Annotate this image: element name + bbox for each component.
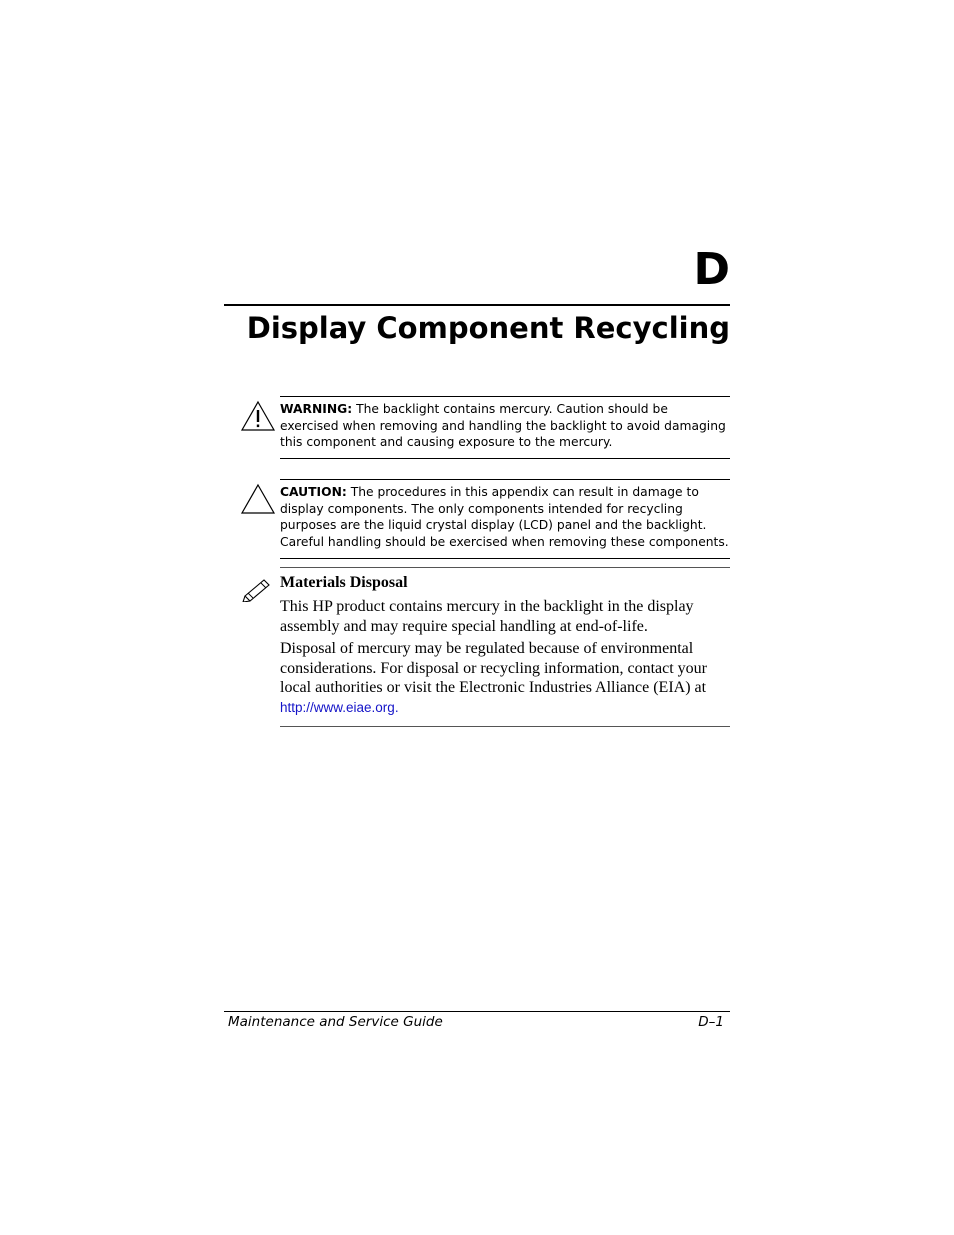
warning-top-rule bbox=[280, 396, 730, 397]
materials-top-rule bbox=[280, 567, 730, 568]
caution-note bbox=[280, 484, 730, 550]
warning-text: The backlight contains mercury. Caution should be exercised when removing and handling the backlight to avoid damaging this component and causing exposure to the mercury. bbox=[280, 402, 726, 449]
caution-triangle-icon bbox=[240, 483, 276, 515]
page-title: Display Component Recycling bbox=[246, 311, 730, 345]
warning-bottom-rule bbox=[280, 458, 730, 459]
materials-bottom-rule bbox=[280, 726, 730, 727]
warning-note bbox=[280, 401, 730, 451]
chapter-letter: D bbox=[693, 244, 730, 295]
footer-guide-title: Maintenance and Service Guide bbox=[228, 1014, 443, 1030]
materials-paragraph-2 bbox=[280, 639, 732, 717]
materials-paragraph-1: This HP product contains mercury in the backlight in the display assembly and may require special handling at end-of-life. bbox=[280, 598, 694, 635]
caution-top-rule bbox=[280, 479, 730, 480]
title-rule bbox=[224, 304, 730, 306]
caution-bottom-rule bbox=[280, 558, 730, 559]
pencil-note-icon bbox=[240, 576, 274, 602]
eia-link[interactable]: http://www.eiae.org bbox=[280, 699, 395, 715]
caution-text: The procedures in this appendix can result in damage to display components. The only components intended for recycling purposes are the liquid crystal display (LCD) panel and the backlight. Careful handling should be exercised when removing these components. bbox=[280, 485, 729, 549]
footer-rule bbox=[224, 1011, 730, 1012]
materials-paragraph-2-text: Disposal of mercury may be regulated because of environmental considerations. For disposal or recycling information, contact your local authorities or visit the Electronic Industries Alliance (EIA) at bbox=[280, 640, 708, 696]
materials-paragraph-2-end: . bbox=[394, 699, 399, 715]
caution-label: CAUTION: bbox=[280, 485, 347, 499]
materials-title: Materials Disposal bbox=[280, 574, 408, 591]
warning-triangle-exclamation-icon bbox=[240, 400, 276, 432]
footer-page-number: D–1 bbox=[698, 1014, 724, 1030]
warning-label: WARNING: bbox=[280, 402, 353, 416]
